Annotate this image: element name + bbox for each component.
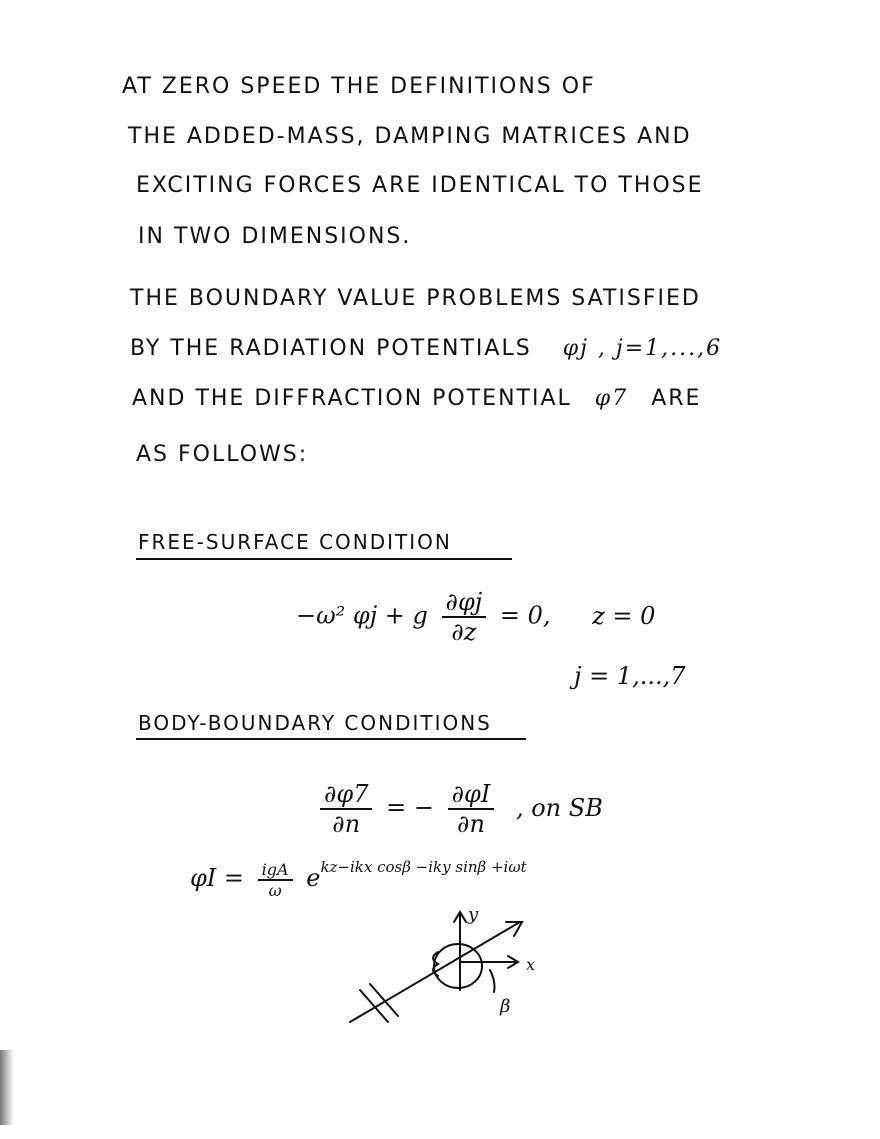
diffraction-potential-symbol: φ7 (594, 386, 629, 411)
free-surface-eq-right: = 0, (499, 601, 551, 630)
paragraph1-line2: THE ADDED-MASS, DAMPING MATRICES AND (128, 124, 692, 149)
free-surface-derivative-num: ∂φj (445, 588, 483, 616)
paragraph2-line2 (130, 336, 722, 361)
paragraph2-line3 (132, 386, 701, 411)
radiation-potential-symbol: φj , j=1,...,6 (562, 336, 723, 361)
free-surface-heading: FREE-SURFACE CONDITION (138, 530, 452, 554)
paragraph2-line3-text: AND THE DIFFRACTION POTENTIAL (132, 386, 572, 411)
body-boundary-equals: = − (386, 793, 434, 822)
paragraph2-line4: AS FOLLOWS: (136, 442, 309, 467)
incident-derivative-num: ∂φI (451, 780, 491, 808)
paragraph2-line2-text: BY THE RADIATION POTENTIALS (130, 336, 532, 361)
incident-amplitude-den: ω (268, 880, 282, 900)
body-boundary-underline (136, 738, 526, 740)
free-surface-index: j = 1,...,7 (574, 662, 686, 690)
diffraction-derivative-num: ∂φ7 (324, 780, 369, 808)
paragraph2-line3-end: ARE (651, 386, 702, 411)
scan-edge-shadow (0, 1050, 14, 1125)
body-section-outline (434, 944, 482, 988)
x-axis-label: x (526, 955, 536, 974)
beta-angle-arc (490, 970, 495, 992)
incident-amplitude-num: igA (261, 859, 289, 879)
free-surface-derivative-den: ∂z (451, 618, 477, 646)
paragraph1-line3: EXCITING FORCES ARE IDENTICAL TO THOSE (136, 173, 704, 198)
incident-exp-base: e (306, 864, 321, 892)
beta-label: β (500, 996, 511, 1017)
y-axis-label: y (468, 904, 479, 925)
paragraph2-line1: THE BOUNDARY VALUE PROBLEMS SATISFIED (130, 286, 701, 311)
wave-direction-sketch (330, 900, 570, 1040)
incident-potential-equation (190, 858, 527, 900)
incident-amplitude (258, 860, 293, 900)
free-surface-equation (296, 588, 655, 646)
paragraph1-line4: IN TWO DIMENSIONS. (138, 224, 412, 249)
wave-crest-mark-2 (370, 984, 398, 1016)
free-surface-eq-condition: z = 0 (592, 601, 656, 630)
free-surface-derivative (442, 588, 487, 646)
body-boundary-heading: BODY-BOUNDARY CONDITIONS (138, 711, 492, 735)
incident-exponent: kz−ikx cosβ −iky sinβ +iωt (320, 858, 527, 876)
incident-normal-derivative (448, 780, 495, 838)
diffraction-derivative-den: ∂n (332, 810, 361, 838)
wave-crest-mark-1 (360, 990, 388, 1022)
diffraction-normal-derivative (320, 780, 372, 838)
paragraph1-line1: AT ZERO SPEED THE DEFINITIONS OF (122, 74, 596, 99)
body-boundary-equation (314, 780, 603, 838)
incident-derivative-den: ∂n (457, 810, 485, 838)
free-surface-eq-left: −ω² φj + g (296, 601, 428, 630)
incident-lhs: φI = (190, 864, 245, 892)
body-boundary-tail: , on SB (515, 793, 603, 822)
free-surface-underline (136, 558, 512, 560)
